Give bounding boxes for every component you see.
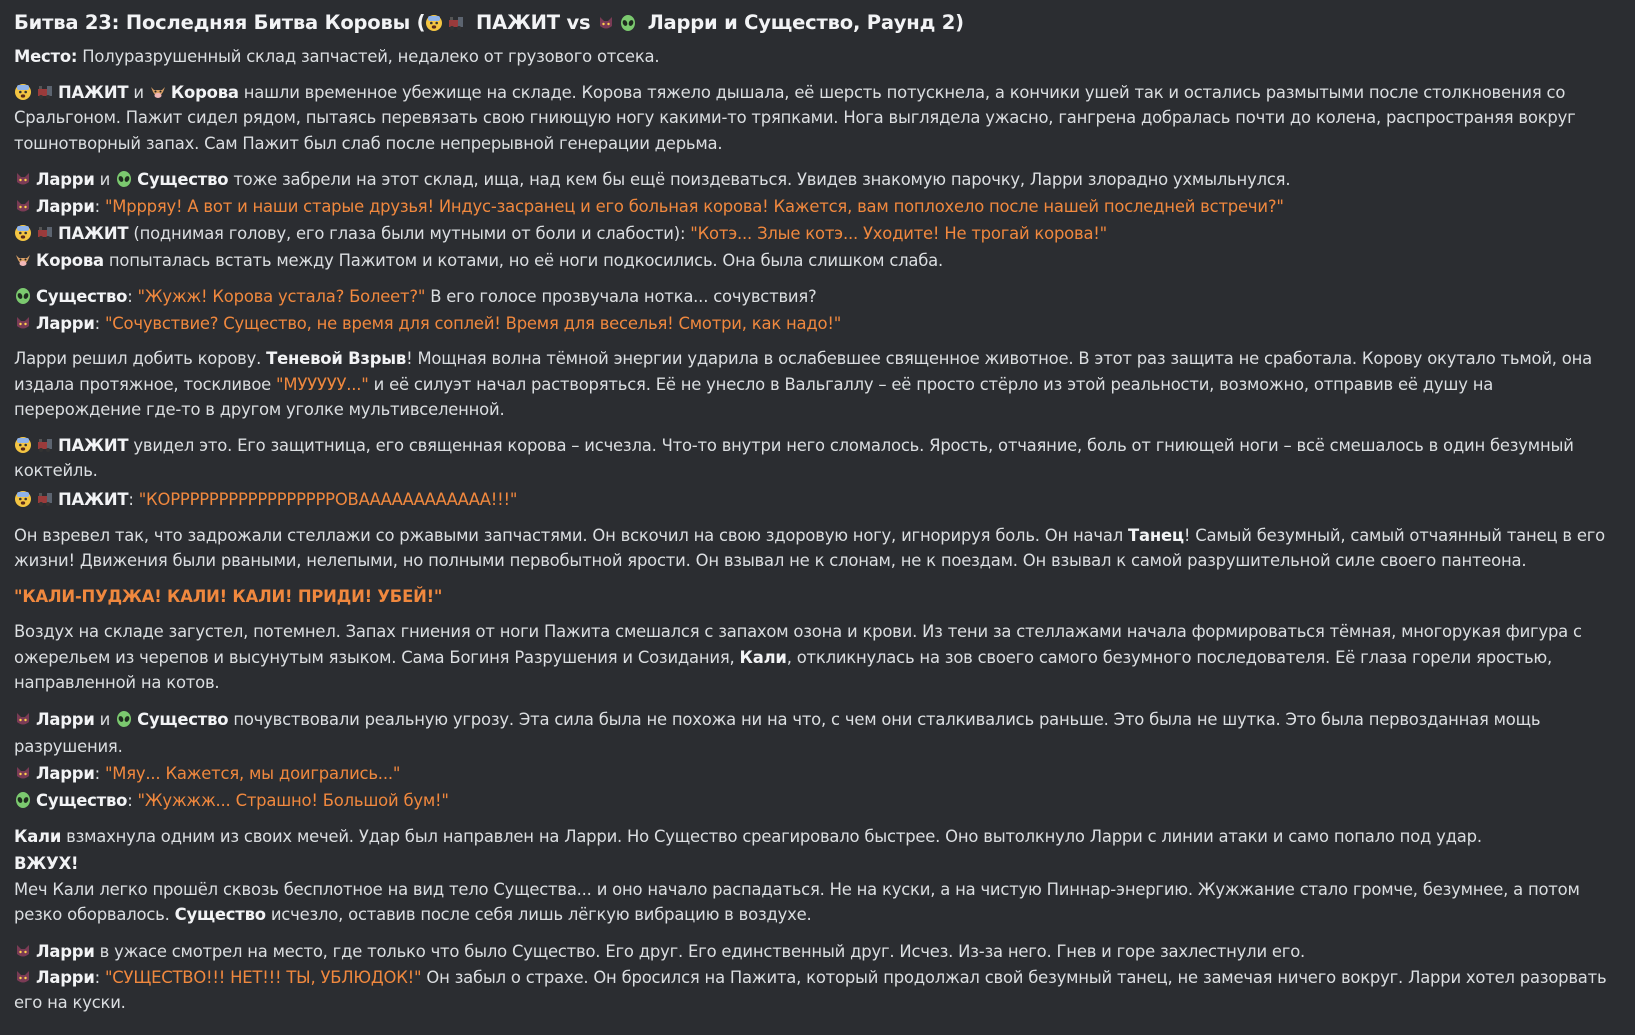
line-cow-tries: Корова попыталась встать между Пажитом и котами, но её ноги подкосились. Она была слишком слаба. bbox=[14, 247, 1614, 274]
alien-icon bbox=[619, 14, 637, 32]
locomotive-icon bbox=[36, 436, 54, 454]
line-larry-rage: Ларри: "СУЩЕСТВО!!! НЕТ!!! ТЫ, УБЛЮДОК!" Он забыл о страхе. Он бросился на Пажита, который продолжал свой безумный танец, не замечая ничего вокруг. Ларри хотел разорвать его на куски. bbox=[14, 967, 1607, 1012]
scared-face-icon bbox=[425, 14, 443, 32]
line-larry-greeting: Ларри: "Мррряу! А вот и наши старые друзья! Индус-засранец и его больная корова! Кажется, вам поплохело после нашей последней встречи?" bbox=[14, 193, 1614, 220]
locomotive-icon bbox=[36, 224, 54, 242]
locomotive-icon bbox=[36, 83, 54, 101]
scared-face-icon bbox=[14, 224, 32, 242]
battle-title: Битва 23: Последняя Битва Коровы ( ПАЖИТ vs Ларри и Существо, Раунд 2) bbox=[14, 11, 964, 34]
line-larry-scolds: Ларри: "Сочувствие? Существо, не время для соплей! Время для веселья! Смотри, как надо!" bbox=[14, 310, 1614, 337]
paragraph-pazhit-breaks: ПАЖИТ увидел это. Его защитница, его священная корова – исчезла. Что-то внутри него сломалось. Ярость, отчаяние, боль от гниющей ноги – всё смешалось в один безумный коктейль. ПАЖИТ: "КОРРРРРРРРРРРРРРРРРОВАААААААААААА!!!" bbox=[14, 433, 1614, 513]
scared-face-icon bbox=[14, 490, 32, 508]
devil-cat-icon bbox=[14, 197, 32, 215]
alien-icon bbox=[115, 710, 133, 728]
line-creature-scared: Существо: "Жужжж... Страшно! Большой бум!" bbox=[14, 787, 1614, 814]
scared-face-icon bbox=[14, 436, 32, 454]
cow-face-icon bbox=[14, 251, 32, 269]
line-larry-grief: Ларри в ужасе смотрел на место, где только что было Существо. Его друг. Его единственный друг. Исчез. Из-за него. Гнев и горе захлестнули его. bbox=[14, 938, 1614, 965]
line-pazhit-reply: ПАЖИТ (поднимая голову, его глаза были мутными от боли и слабости): "Котэ... Злые котэ... Уходите! Не трогай корова!" bbox=[14, 220, 1614, 247]
paragraph-dance: Он взревел так, что задрожали стеллажи со ржавыми запчастями. Он вскочил на свою здоровую ногу, игнорируя боль. Он начал Танец! Самый безумный, самый отчаянный танец в его жизни! Движения были рваными, нелепыми, но полными первобытной ярости. Он взывал не к слонам, не к поездам. Он взывал к самой разрушительной силе своего пантеона. bbox=[14, 525, 1605, 570]
alien-icon bbox=[14, 287, 32, 305]
message-content bbox=[14, 8, 1614, 1026]
line-arrival: Ларри и Существо тоже забрели на этот склад, ища, над кем бы ещё поиздеваться. Увидев знакомую парочку, Ларри злорадно ухмыльнулся. bbox=[14, 166, 1614, 193]
line-larry-uh-oh: Ларри: "Мяу... Кажется, мы доигрались..." bbox=[14, 760, 1614, 787]
devil-cat-icon bbox=[14, 170, 32, 188]
devil-cat-icon bbox=[14, 942, 32, 960]
devil-cat-icon bbox=[14, 314, 32, 332]
line-pazhit-scream: ПАЖИТ: "КОРРРРРРРРРРРРРРРРРОВАААААААААААА!!!" bbox=[14, 486, 1614, 513]
alien-icon bbox=[115, 170, 133, 188]
alien-icon bbox=[14, 791, 32, 809]
paragraph-intro: ПАЖИТ и Корова нашли временное убежище на складе. Корова тяжело дышала, её шерсть потускнела, а кончики ушей так и остались размытыми после столкновения со Сральгоном. Пажит сидел рядом, пытаясь перевязать свою гниющую ногу какими-то тряпками. Нога выглядела ужасно, гангрена добралась почти до колена, распространяя вокруг тошнотворный запах. Сам Пажит был слаб после непрерывной генерации дерьма. bbox=[14, 82, 1576, 153]
locomotive-icon bbox=[36, 490, 54, 508]
place-line: Место: Полуразрушенный склад запчастей, недалеко от грузового отсека. bbox=[14, 47, 660, 66]
paragraph-creature-dissolves: Меч Кали легко прошёл сквозь бесплотное на вид тело Существа... и оно начало распадаться. Не на куски, а на чистую Пиннар-энергию. Жужжание стало громче, безумнее, а потом резко оборвалось. Существо исчезло, оставив после себя лишь лёгкую вибрацию в воздухе. bbox=[14, 879, 1580, 924]
scared-face-icon bbox=[14, 83, 32, 101]
paragraph-shadow-blast: Ларри решил добить корову. Теневой Взрыв! Мощная волна тёмной энергии ударила в ослабевшее священное животное. В этот раз защита не сработала. Корову окутало тьмой, она издала протяжное, тоскливое "МУУУУУ..." и её силуэт начал растворяться. Её не унесло в Вальгаллу – её просто стёрло из этой реальности, возможно, отправив её душу на перерождение где-то в другом уголке мультивселенной. bbox=[14, 349, 1592, 419]
devil-cat-icon bbox=[14, 710, 32, 728]
line-whoosh: ВЖУХ! bbox=[14, 853, 79, 873]
kali-chant: "КАЛИ-ПУДЖА! КАЛИ! КАЛИ! ПРИДИ! УБЕЙ!" bbox=[14, 586, 443, 606]
locomotive-icon bbox=[447, 14, 465, 32]
devil-cat-icon bbox=[14, 968, 32, 986]
devil-cat-icon bbox=[14, 764, 32, 782]
devil-cat-icon bbox=[597, 14, 615, 32]
line-threat: Ларри и Существо почувствовали реальную угрозу. Эта сила была не похожа ни на что, с чем они сталкивались раньше. Это была не шутка. Это была первозданная мощь разрушения. bbox=[14, 709, 1541, 756]
line-kali-strike: Кали взмахнула одним из своих мечей. Удар был направлен на Ларри. Но Существо среагировало быстрее. Оно вытолкнуло Ларри с линии атаки и само попало под удар. bbox=[14, 826, 1482, 846]
cow-face-icon bbox=[149, 83, 167, 101]
paragraph-kali-appears: Воздух на складе загустел, потемнел. Запах гниения от ноги Пажита смешался с запахом озона и крови. Из тени за стеллажами начала формироваться тёмная, многорукая фигура с ожерельем из черепов и высунутым языком. Сама Богиня Разрушения и Созидания, Кали, откликнулась на зов своего самого безумного последователя. Её глаза горели яростью, направленной на котов. bbox=[14, 622, 1582, 692]
line-creature-sympathy: Существо: "Жужж! Корова устала? Болеет?" В его голосе прозвучала нотка... сочувствия? bbox=[14, 283, 1614, 310]
